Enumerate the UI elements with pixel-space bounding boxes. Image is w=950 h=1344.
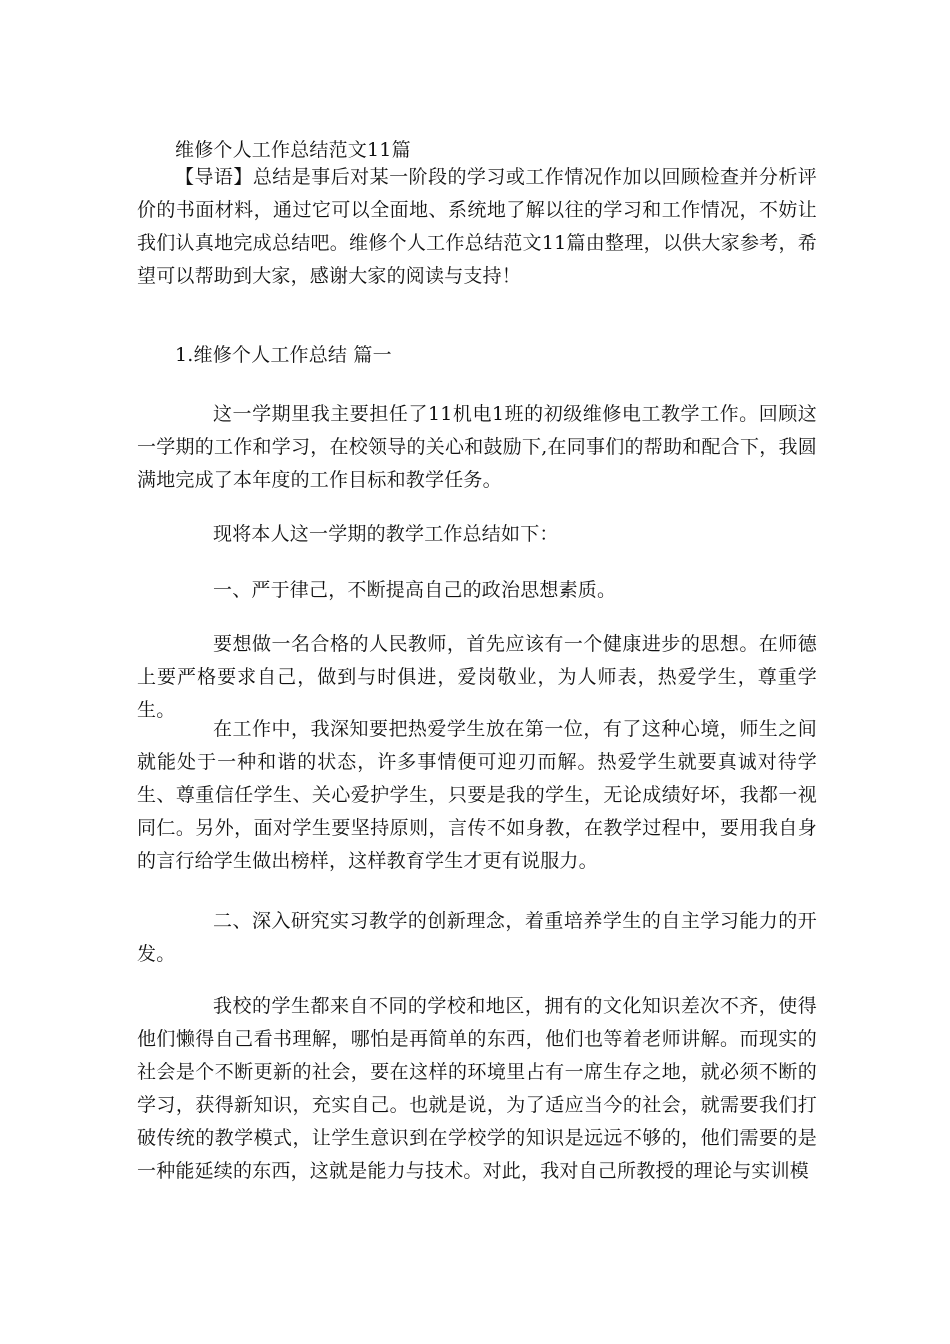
intro-paragraph: 【导语】总结是事后对某一阶段的学习或工作情况作加以回顾检查并分析评价的书面材料，通过它可以全面地、系统地了解以往的学习和工作情况，不妨让我们认真地完成总结吧。维修个人工作总结范文11篇由整理，以供大家参考，希望可以帮助到大家，感谢大家的阅读与支持！	[137, 166, 817, 287]
section-1-heading: 1.维修个人工作总结 篇一	[175, 344, 392, 366]
subheading-1: 一、严于律己，不断提高自己的政治思想素质。	[213, 579, 617, 601]
document-title: 维修个人工作总结范文11篇	[175, 139, 411, 161]
body-paragraph-3: 要想做一名合格的人民教师，首先应该有一个健康进步的思想。在师德上要严格要求自己，做到与时俱进，爱岗敬业，为人师表，热爱学生，尊重学生。	[137, 633, 817, 721]
body-paragraph-5: 我校的学生都来自不同的学校和地区，拥有的文化知识差次不齐，使得他们懒得自己看书理解，哪怕是再简单的东西，他们也等着老师讲解。而现实的社会是个不断更新的社会，要在这样的环境里占有一席生存之地，就必须不断的学习，获得新知识，充实自己。也就是说，为了适应当今的社会，就需要我们打破传统的教学模式，让学生意识到在学校学的知识是远远不够的，他们需要的是一种能延续的东西，这就是能力与技术。对此，我对自己所教授的理论与实训模	[137, 995, 817, 1182]
body-paragraph-4: 在工作中，我深知要把热爱学生放在第一位，有了这种心境，师生之间就能处于一种和谐的状态，许多事情便可迎刃而解。热爱学生就要真诚对待学生、尊重信任学生、关心爱护学生，只要是我的学生，无论成绩好坏，我都一视同仁。另外，面对学生要坚持原则，言传不如身教，在教学过程中，要用我自身的言行给学生做出榜样，这样教育学生才更有说服力。	[137, 718, 817, 872]
body-paragraph-1: 这一学期里我主要担任了11机电1班的初级维修电工教学工作。回顾这一学期的工作和学习，在校领导的关心和鼓励下,在同事们的帮助和配合下，我圆满地完成了本年度的工作目标和教学任务。	[137, 403, 817, 491]
body-paragraph-2: 现将本人这一学期的教学工作总结如下：	[213, 523, 559, 545]
subheading-2: 二、深入研究实习教学的创新理念，着重培养学生的自主学习能力的开发。	[137, 910, 817, 965]
